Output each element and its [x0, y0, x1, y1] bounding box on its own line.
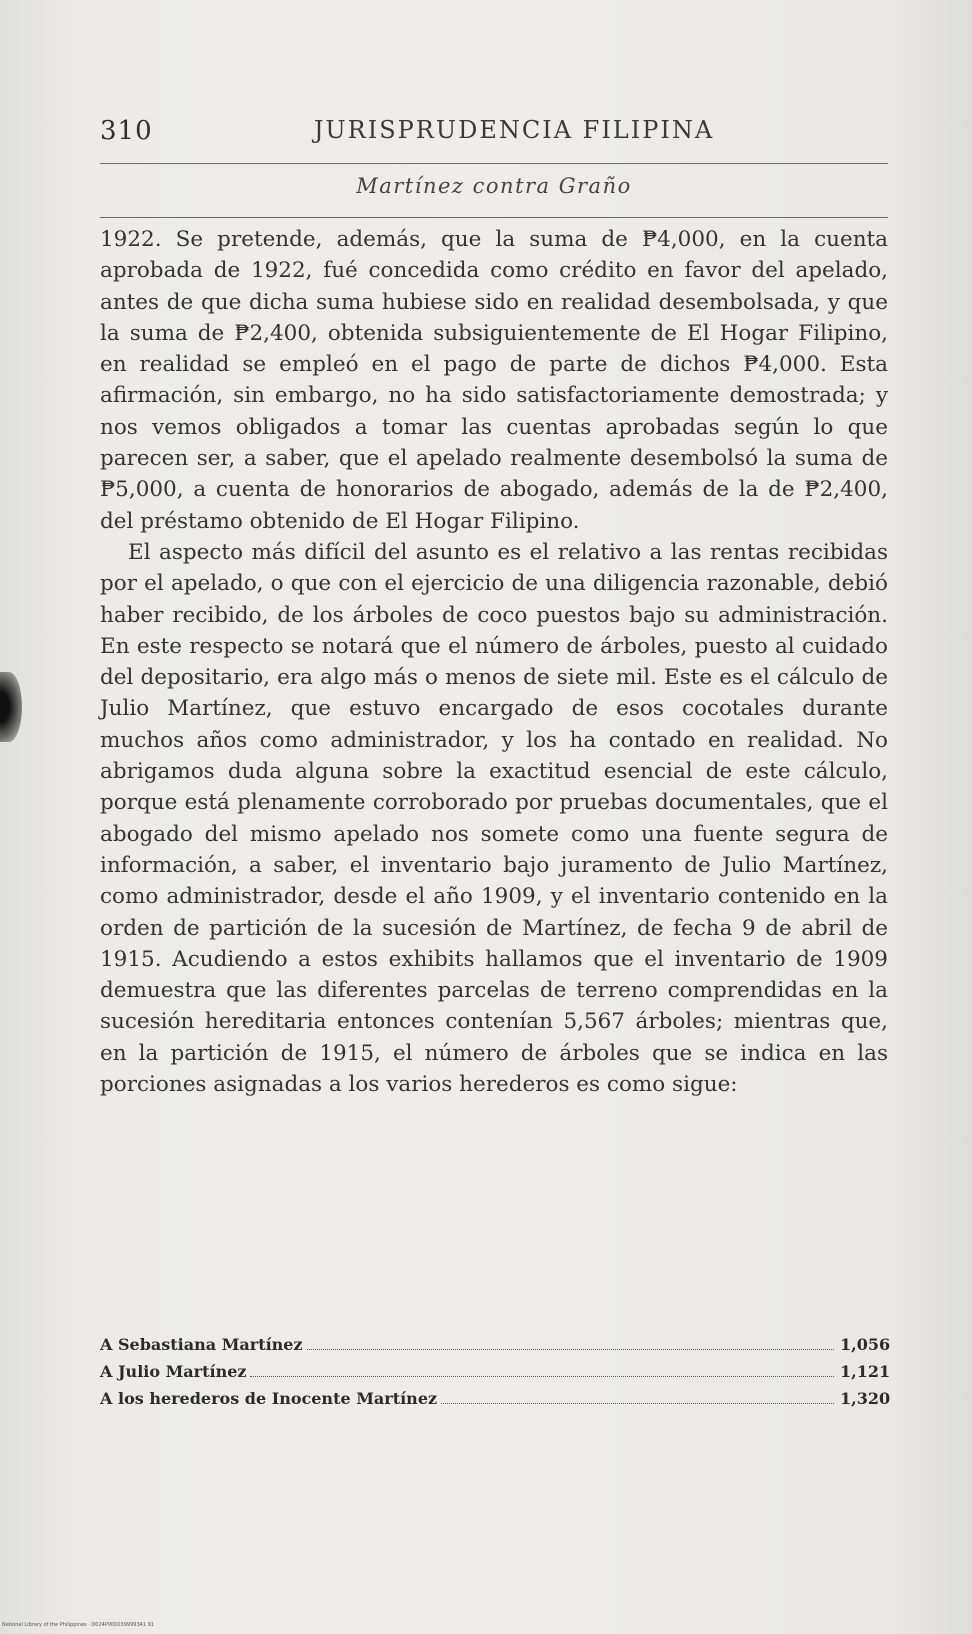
table-row-name: A los herederos de Inocente Martínez	[100, 1389, 438, 1408]
table-row-value: 1,121	[840, 1362, 891, 1381]
header-rule-top	[100, 163, 888, 164]
running-title: JURISPRUDENCIA FILIPINA	[313, 116, 715, 144]
leader-dots	[250, 1376, 834, 1377]
case-title: Martínez contra Graño	[356, 174, 632, 198]
table-row-name: A Sebastiana Martínez	[100, 1335, 303, 1354]
scan-smudge	[0, 672, 22, 742]
header-rule-bottom	[100, 217, 888, 218]
paragraph-1: 1922. Se pretende, además, que la suma de ₱4,000, en la cuenta aprobada de 1922, fué concedida como crédito en favor del apelado, antes de que dicha suma hubiese sido en realidad desembolsada, y que la suma de ₱2,400, obtenida subsiguientemente de El Hogar Filipino, en realidad se empleó en el pago de parte de dichos ₱4,000. Esta afirmación, sin embargo, no ha sido satisfactoriamente demostrada; y nos vemos obligados a tomar las cuentas aprobadas según lo que parecen ser, a saber, que el apelado realmente desembolsó la suma de ₱5,000, a cuenta de honorarios de abogado, además de la de ₱2,400, del préstamo obtenido de El Hogar Filipino.	[100, 227, 888, 534]
heirs-table	[100, 1331, 891, 1412]
table-row-value: 1,056	[840, 1335, 891, 1354]
table-row-value: 1,320	[840, 1389, 891, 1408]
table-row	[100, 1358, 891, 1385]
paragraph-2: El aspecto más difícil del asunto es el relativo a las rentas recibidas por el apelado, o que con el ejercicio de una diligencia razonable, debió haber recibido, de los árboles de coco puestos bajo su administración. En este respecto se notará que el número de árboles, puesto al cuidado del depositario, era algo más o menos de siete mil. Este es el cálculo de Julio Martínez, que estuvo encargado de esos cocotales durante muchos años como administrador, y los ha contado en realidad. No abrigamos duda alguna sobre la exactitud esencial de este cálculo, porque está plenamente corroborado por pruebas documentales, que el abogado del mismo apelado nos somete como una fuente segura de información, a saber, el inventario bajo juramento de Julio Martínez, como administrador, desde el año 1909, y el inventario contenido en la orden de partición de la sucesión de Martínez, de fecha 9 de abril de 1915. Acudiendo a estos exhibits hallamos que el inventario de 1909 demuestra que las diferentes parcelas de terreno comprendidas en la sucesión hereditaria entonces contenían 5,567 árboles; mientras que, en la partición de 1915, el número de árboles que se indica en las porciones asignadas a los varios herederos es como sigue:	[100, 539, 888, 1098]
leader-dots	[441, 1403, 834, 1404]
table-row	[100, 1331, 891, 1358]
page-number: 310	[100, 116, 153, 146]
body-text	[100, 224, 888, 1100]
table-row-name: A Julio Martínez	[100, 1362, 247, 1381]
table-row	[100, 1385, 891, 1412]
leader-dots	[307, 1349, 834, 1350]
scan-footer: National Library of the Philippines · D024P000039999341 91	[2, 1622, 154, 1628]
page-header	[100, 116, 888, 156]
